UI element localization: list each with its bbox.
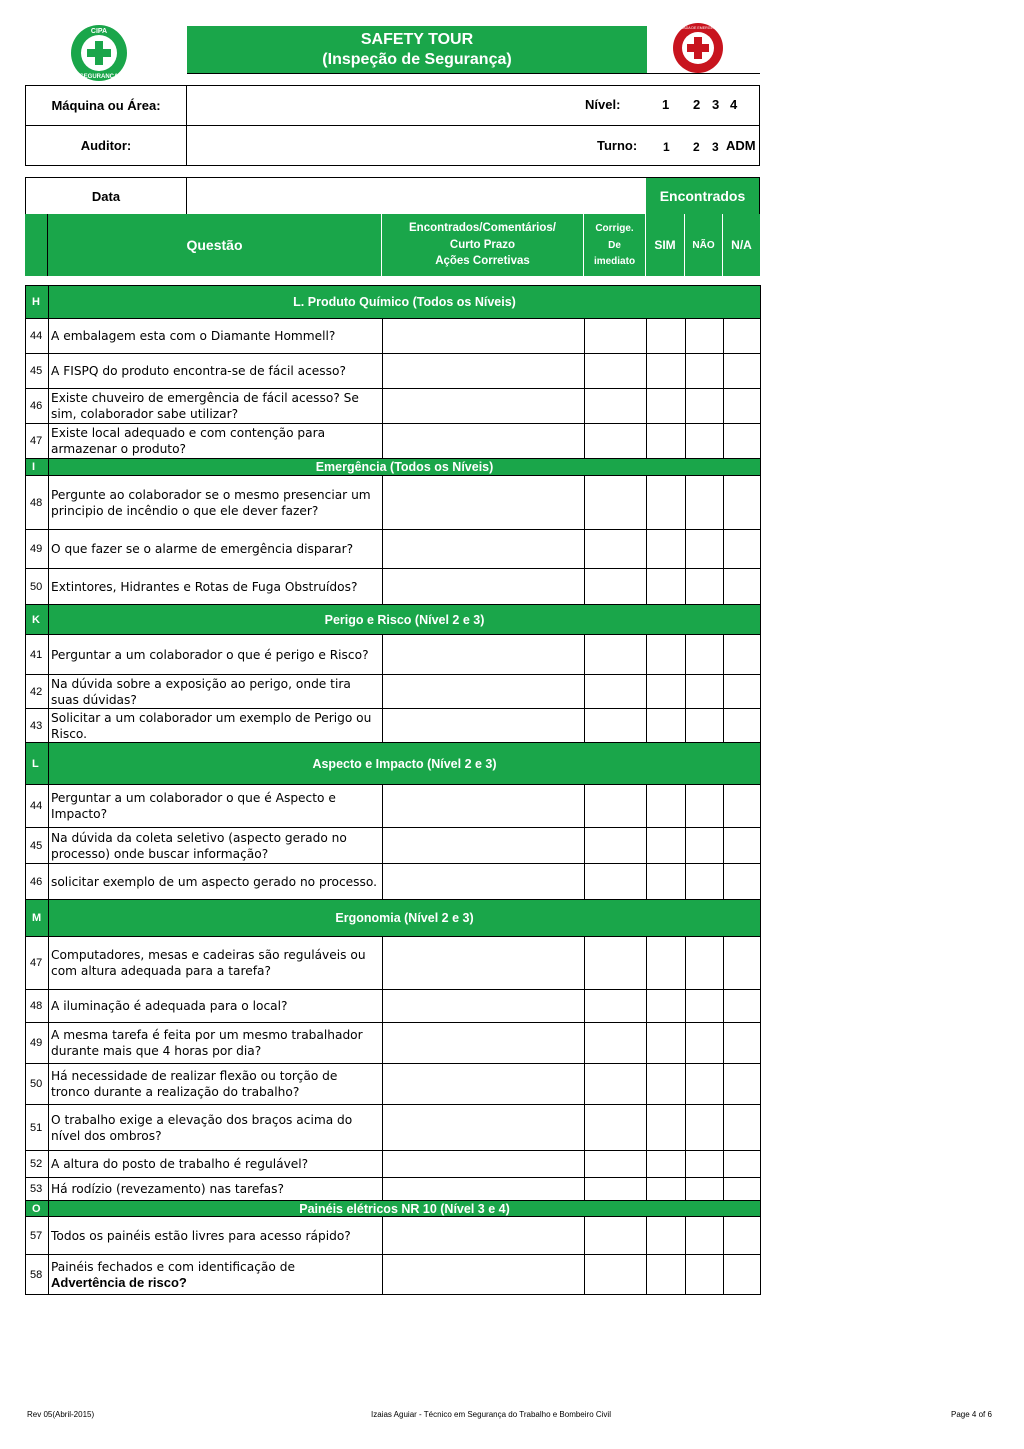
- question-number: 49: [26, 1023, 49, 1064]
- questions-table: [25, 285, 761, 1295]
- nao-cell[interactable]: [686, 635, 724, 675]
- nao-cell[interactable]: [686, 1064, 724, 1105]
- comment-cell[interactable]: [383, 828, 585, 864]
- question-text: [49, 389, 383, 424]
- sim-cell[interactable]: [647, 635, 686, 675]
- comment-cell[interactable]: [383, 1217, 585, 1255]
- section-row: [26, 900, 761, 937]
- comment-cell[interactable]: [383, 709, 585, 743]
- na-cell[interactable]: [724, 635, 761, 675]
- question-text-body: Perguntar a um colaborador o que é perigo e Risco?: [51, 647, 369, 662]
- maquina-row: [25, 85, 760, 126]
- table-row: [26, 1217, 761, 1255]
- question-text-body: Solicitar a um colaborador um exemplo de Perigo ou Risco.: [51, 710, 372, 741]
- corrige-cell[interactable]: [585, 1023, 647, 1064]
- table-row: [26, 1023, 761, 1064]
- question-number: 51: [26, 1105, 49, 1151]
- question-text: [49, 828, 383, 864]
- sim-cell[interactable]: [647, 1178, 686, 1201]
- question-text-body: Computadores, mesas e cadeiras são reguláveis ou com altura adequada para a tarefa?: [51, 948, 366, 978]
- nivel-option-1[interactable]: 1: [662, 97, 670, 112]
- sim-cell[interactable]: [647, 476, 686, 530]
- question-number: 49: [26, 530, 49, 569]
- question-text: [49, 990, 383, 1023]
- corrige-cell[interactable]: [585, 319, 647, 354]
- data-label: Data: [91, 188, 121, 204]
- section-letter: I: [26, 459, 49, 476]
- na-cell[interactable]: [724, 864, 761, 900]
- question-text-body: Pergunte ao colaborador se o mesmo presenciar um principio de incêndio o que ele dever fazer?: [51, 487, 371, 518]
- question-text: [49, 1064, 383, 1105]
- question-text-body: O trabalho exige a elevação dos braços acima do nível dos ombros?: [51, 1112, 353, 1143]
- question-text: [49, 937, 383, 990]
- na-cell[interactable]: [724, 709, 761, 743]
- nao-cell[interactable]: [686, 937, 724, 990]
- na-cell[interactable]: [724, 424, 761, 459]
- nao-cell[interactable]: [686, 319, 724, 354]
- na-cell[interactable]: [724, 354, 761, 389]
- footer-page-number: Page 4 of 6: [951, 1410, 992, 1419]
- sim-cell[interactable]: [647, 1064, 686, 1105]
- auditor-label: Auditor:: [80, 138, 132, 153]
- question-number: 53: [26, 1178, 49, 1201]
- question-text-body: Todos os painéis estão livres para acesso rápido?: [51, 1228, 351, 1243]
- section-letter: O: [26, 1201, 49, 1217]
- nao-cell[interactable]: [686, 785, 724, 828]
- comment-cell[interactable]: [383, 389, 585, 424]
- comment-cell[interactable]: [383, 424, 585, 459]
- table-row: [26, 1151, 761, 1178]
- question-number: 47: [26, 937, 49, 990]
- sim-cell[interactable]: [647, 354, 686, 389]
- question-text: [49, 1178, 383, 1201]
- question-number: 46: [26, 864, 49, 900]
- sim-cell[interactable]: [647, 1255, 686, 1295]
- question-number: 43: [26, 709, 49, 743]
- nao-cell[interactable]: [686, 1255, 724, 1295]
- question-text-body: Na dúvida da coleta seletivo (aspecto gerado no processo) onde buscar informação?: [51, 830, 347, 861]
- nivel-option-4[interactable]: 4: [730, 97, 738, 112]
- sim-cell[interactable]: [647, 1217, 686, 1255]
- corrige-cell[interactable]: [585, 709, 647, 743]
- comment-cell[interactable]: [383, 785, 585, 828]
- turno-label: Turno:: [597, 138, 638, 153]
- nao-cell[interactable]: [686, 1105, 724, 1151]
- corrige-cell[interactable]: [585, 785, 647, 828]
- column-header: [25, 214, 760, 276]
- sim-cell[interactable]: [647, 864, 686, 900]
- question-text: [49, 1151, 383, 1178]
- cipa-logo-text-top: CIPA: [90, 28, 108, 35]
- comentarios-header-l1: Encontrados/Comentários/: [409, 222, 556, 234]
- nao-cell[interactable]: [686, 569, 724, 605]
- table-row: [26, 354, 761, 389]
- question-text: [49, 1255, 383, 1295]
- question-number: 45: [26, 828, 49, 864]
- corrige-cell[interactable]: [585, 530, 647, 569]
- nao-cell[interactable]: [686, 1151, 724, 1178]
- comment-cell[interactable]: [383, 937, 585, 990]
- turno-option-2[interactable]: 2: [693, 140, 700, 154]
- question-text-body: Perguntar a um colaborador o que é Aspecto e Impacto?: [51, 791, 336, 821]
- section-row: [26, 459, 761, 476]
- corrige-cell[interactable]: [585, 937, 647, 990]
- comment-cell[interactable]: [383, 1255, 585, 1295]
- corrige-cell[interactable]: [585, 1105, 647, 1151]
- question-text: [49, 1023, 383, 1064]
- table-row: [26, 709, 761, 743]
- nivel-option-2[interactable]: 2: [693, 97, 701, 112]
- question-number: 57: [26, 1217, 49, 1255]
- nao-cell[interactable]: [686, 709, 724, 743]
- corrige-cell[interactable]: [585, 1064, 647, 1105]
- table-row: [26, 319, 761, 354]
- question-text: [49, 476, 383, 530]
- na-cell[interactable]: [724, 1217, 761, 1255]
- na-cell[interactable]: [724, 476, 761, 530]
- na-cell[interactable]: [724, 828, 761, 864]
- corrige-cell[interactable]: [585, 476, 647, 530]
- sim-cell[interactable]: [647, 709, 686, 743]
- question-number: 47: [26, 424, 49, 459]
- nao-cell[interactable]: [686, 1217, 724, 1255]
- corrige-cell[interactable]: [585, 864, 647, 900]
- na-cell[interactable]: [724, 389, 761, 424]
- nao-cell[interactable]: [686, 476, 724, 530]
- table-row: [26, 569, 761, 605]
- title-line-1: SAFETY TOUR: [360, 31, 474, 48]
- na-cell[interactable]: [724, 937, 761, 990]
- question-text-body: O que fazer se o alarme de emergência disparar?: [51, 542, 354, 556]
- nao-cell[interactable]: [686, 424, 724, 459]
- nao-cell[interactable]: [686, 1178, 724, 1201]
- question-number: 44: [26, 785, 49, 828]
- question-text: [49, 675, 383, 709]
- corrige-cell[interactable]: [585, 990, 647, 1023]
- comment-cell[interactable]: [383, 1105, 585, 1151]
- na-cell[interactable]: [724, 569, 761, 605]
- nao-cell[interactable]: [686, 828, 724, 864]
- question-text-body: A mesma tarefa é feita por um mesmo trabalhador durante mais que 4 horas por dia?: [51, 1028, 363, 1058]
- comment-cell[interactable]: [383, 569, 585, 605]
- corrige-cell[interactable]: [585, 1217, 647, 1255]
- section-title: Perigo e Risco (Nível 2 e 3): [49, 605, 761, 635]
- table-row: [26, 530, 761, 569]
- footer-revision: Rev 05(Abril-2015): [27, 1410, 95, 1419]
- question-text: [49, 709, 383, 743]
- question-number: 50: [26, 569, 49, 605]
- question-text: [49, 319, 383, 354]
- na-cell[interactable]: [724, 990, 761, 1023]
- sim-cell[interactable]: [647, 389, 686, 424]
- maquina-label: Máquina ou Área:: [51, 98, 161, 113]
- question-text: [49, 785, 383, 828]
- auditor-row: [25, 125, 760, 166]
- corrige-cell[interactable]: [585, 828, 647, 864]
- question-text: [49, 424, 383, 459]
- section-letter: K: [26, 605, 49, 635]
- comment-cell[interactable]: [383, 864, 585, 900]
- title-line-2: (Inspeção de Segurança): [322, 51, 512, 68]
- na-cell[interactable]: [724, 1105, 761, 1151]
- question-text-body: Existe chuveiro de emergência de fácil acesso? Se sim, colaborador sabe utilizar?: [51, 391, 359, 421]
- corrige-cell[interactable]: [585, 354, 647, 389]
- question-number: 52: [26, 1151, 49, 1178]
- encontrados-header: Encontrados: [646, 178, 759, 214]
- nao-cell[interactable]: [686, 1023, 724, 1064]
- corrige-cell[interactable]: [585, 1178, 647, 1201]
- question-text: [49, 635, 383, 675]
- section-title: Painéis elétricos NR 10 (Nível 3 e 4): [49, 1201, 761, 1217]
- question-number: 48: [26, 476, 49, 530]
- document-title: [187, 26, 647, 74]
- cipa-logo: [70, 24, 128, 82]
- brigada-logo: [672, 22, 724, 74]
- na-header: N/A: [731, 238, 752, 252]
- nao-cell[interactable]: [686, 675, 724, 709]
- question-text-body: solicitar exemplo de um aspecto gerado no processo.: [51, 874, 377, 889]
- sim-cell[interactable]: [647, 569, 686, 605]
- comment-cell[interactable]: [383, 530, 585, 569]
- question-number: 46: [26, 389, 49, 424]
- auditor-field[interactable]: [187, 126, 587, 165]
- table-row: [26, 675, 761, 709]
- table-row: [26, 864, 761, 900]
- corrige-cell[interactable]: [585, 1151, 647, 1178]
- question-text-body: Há rodízio (revezamento) nas tarefas?: [51, 1182, 284, 1196]
- section-title: L. Produto Químico (Todos os Níveis): [49, 286, 761, 319]
- sim-cell[interactable]: [647, 675, 686, 709]
- question-text: [49, 864, 383, 900]
- question-text-body: Existe local adequado e com contenção para armazenar o produto?: [51, 426, 326, 456]
- table-row: [26, 1178, 761, 1201]
- comment-cell[interactable]: [383, 319, 585, 354]
- data-field[interactable]: [187, 178, 646, 214]
- section-title: Aspecto e Impacto (Nível 2 e 3): [49, 743, 761, 785]
- turno-option-1[interactable]: 1: [663, 140, 670, 154]
- cipa-logo-text-bottom: SEGURANÇA: [79, 74, 119, 80]
- question-text-body: Na dúvida sobre a exposição ao perigo, onde tira suas dúvidas?: [51, 676, 351, 707]
- na-cell[interactable]: [724, 530, 761, 569]
- corrige-header-l1: Corrige.: [595, 223, 634, 234]
- comment-cell[interactable]: [383, 1151, 585, 1178]
- corrige-header-l3: imediato: [593, 256, 636, 267]
- comentarios-header-l2: Curto Prazo: [449, 238, 516, 251]
- sim-cell[interactable]: [647, 319, 686, 354]
- questao-header: Questão: [186, 237, 243, 253]
- question-number: 58: [26, 1255, 49, 1295]
- na-cell[interactable]: [724, 675, 761, 709]
- nao-cell[interactable]: [686, 990, 724, 1023]
- question-text-emphasis: Advertência de risco?: [51, 1274, 187, 1290]
- question-text-body: Há necessidade de realizar flexão ou torção de tronco durante a realização do trabalho?: [51, 1069, 338, 1099]
- table-row: [26, 937, 761, 990]
- table-row: [26, 476, 761, 530]
- na-cell[interactable]: [724, 319, 761, 354]
- turno-option-3[interactable]: 3: [712, 140, 719, 154]
- nao-cell[interactable]: [686, 354, 724, 389]
- nivel-label: Nível:: [585, 97, 621, 112]
- question-number: 44: [26, 319, 49, 354]
- sim-cell[interactable]: [647, 990, 686, 1023]
- table-row: [26, 785, 761, 828]
- section-title: Emergência (Todos os Níveis): [49, 459, 761, 476]
- na-cell[interactable]: [724, 1064, 761, 1105]
- sim-cell[interactable]: [647, 424, 686, 459]
- question-text-body: A embalagem esta com o Diamante Hommell?: [51, 329, 336, 343]
- question-number: 50: [26, 1064, 49, 1105]
- table-row: [26, 635, 761, 675]
- comentarios-header: [382, 220, 583, 270]
- comment-cell[interactable]: [383, 354, 585, 389]
- nao-cell[interactable]: [686, 389, 724, 424]
- na-cell[interactable]: [724, 1023, 761, 1064]
- question-text-body: A iluminação é adequada para o local?: [51, 999, 288, 1013]
- sim-cell[interactable]: [647, 1023, 686, 1064]
- table-row: [26, 1255, 761, 1295]
- comment-cell[interactable]: [383, 1064, 585, 1105]
- section-letter: H: [26, 286, 49, 319]
- corrige-cell[interactable]: [585, 389, 647, 424]
- sim-cell[interactable]: [647, 785, 686, 828]
- question-text-body: Painéis fechados e com identificação de: [51, 1259, 295, 1274]
- question-number: 45: [26, 354, 49, 389]
- corrige-cell[interactable]: [585, 424, 647, 459]
- na-cell[interactable]: [724, 1178, 761, 1201]
- section-row: [26, 743, 761, 785]
- na-cell[interactable]: [724, 1255, 761, 1295]
- question-text: [49, 530, 383, 569]
- sim-cell[interactable]: [647, 1105, 686, 1151]
- comment-cell[interactable]: [383, 990, 585, 1023]
- section-letter: L: [26, 743, 49, 785]
- table-row: [26, 1105, 761, 1151]
- sim-cell[interactable]: [647, 937, 686, 990]
- nao-header: NÃO: [692, 239, 715, 251]
- turno-option-adm[interactable]: ADM: [726, 138, 756, 153]
- comment-cell[interactable]: [383, 1023, 585, 1064]
- question-text-body: Extintores, Hidrantes e Rotas de Fuga Obstruídos?: [51, 579, 358, 594]
- question-text: [49, 569, 383, 605]
- sim-cell[interactable]: [647, 1151, 686, 1178]
- question-number: 48: [26, 990, 49, 1023]
- question-text-body: A altura do posto de trabalho é regulável?: [51, 1157, 309, 1171]
- corrige-cell[interactable]: [585, 635, 647, 675]
- na-cell[interactable]: [724, 785, 761, 828]
- comment-cell[interactable]: [383, 1178, 585, 1201]
- nao-cell[interactable]: [686, 864, 724, 900]
- sim-cell[interactable]: [647, 530, 686, 569]
- table-row: [26, 424, 761, 459]
- question-text: [49, 1105, 383, 1151]
- table-row: [26, 389, 761, 424]
- comment-cell[interactable]: [383, 476, 585, 530]
- sim-cell[interactable]: [647, 828, 686, 864]
- section-letter: M: [26, 900, 49, 937]
- section-row: [26, 286, 761, 319]
- corrige-cell[interactable]: [585, 569, 647, 605]
- corrige-cell[interactable]: [585, 1255, 647, 1295]
- table-row: [26, 990, 761, 1023]
- question-number: 42: [26, 675, 49, 709]
- brigada-logo-text: BRIGADA DE EMERGÊNCIA: [674, 26, 722, 30]
- comentarios-header-l3: Ações Corretivas: [435, 255, 530, 267]
- question-text: [49, 354, 383, 389]
- sim-header: SIM: [654, 238, 676, 252]
- maquina-field[interactable]: [187, 86, 587, 125]
- section-title: Ergonomia (Nível 2 e 3): [49, 900, 761, 937]
- corrige-header: [584, 221, 645, 271]
- question-number: 41: [26, 635, 49, 675]
- comment-cell[interactable]: [383, 635, 585, 675]
- section-row: [26, 605, 761, 635]
- table-row: [26, 1064, 761, 1105]
- na-cell[interactable]: [724, 1151, 761, 1178]
- footer-author: Izaias Aguiar - Técnico em Segurança do Trabalho e Bombeiro Civil: [371, 1410, 611, 1419]
- comment-cell[interactable]: [383, 675, 585, 709]
- section-row: [26, 1201, 761, 1217]
- corrige-header-l2: De: [608, 239, 621, 251]
- table-row: [26, 828, 761, 864]
- corrige-cell[interactable]: [585, 675, 647, 709]
- nao-cell[interactable]: [686, 530, 724, 569]
- nivel-option-3[interactable]: 3: [712, 97, 720, 112]
- question-text: [49, 1217, 383, 1255]
- question-text-body: A FISPQ do produto encontra-se de fácil acesso?: [51, 364, 346, 378]
- data-row: [25, 177, 760, 215]
